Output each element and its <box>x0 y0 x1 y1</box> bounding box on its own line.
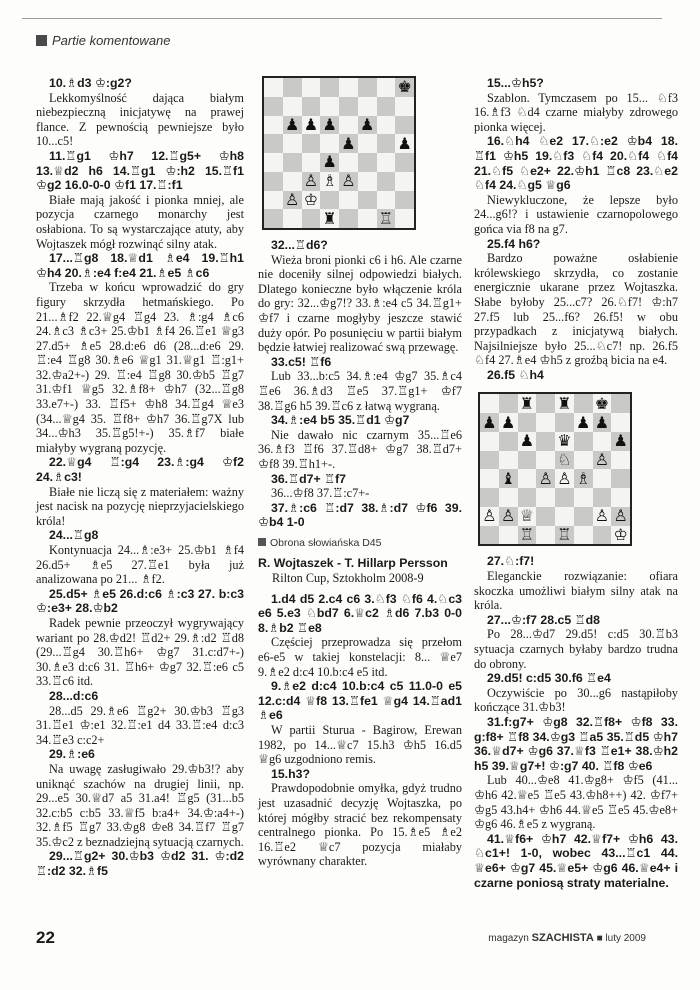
board-square: ♟ <box>339 134 358 153</box>
board-square: ♜ <box>555 394 574 413</box>
board-square: ♔ <box>302 191 321 210</box>
board-square: ♟ <box>283 116 302 135</box>
section-header <box>36 33 171 48</box>
move-line: 26.f5 ♘h4 <box>487 367 544 382</box>
board-square <box>499 451 518 470</box>
board-square <box>593 526 612 545</box>
commentary-paragraph: Niewykluczone, że lepsze było 24...g6!? i ustawienie czarnopolowego gońca via f8 na g7. <box>474 192 678 236</box>
move-line: 29.d5! c:d5 30.f6 ♖e4 <box>487 671 611 686</box>
board-square: ♕ <box>518 507 537 526</box>
board-square <box>377 191 396 210</box>
board-square: ♖ <box>518 526 537 545</box>
board-square <box>480 394 499 413</box>
commentary-paragraph: Bardzo poważne osłabienie królewskiego skrzydła, co zostanie energicznie ukarane przez Wojtaszka. Słabe byłoby 25...c7? 26.♘f7! ♔:h7 27.f5 lub 25...f6? 26.f5! w obu przypadkach z inicjatywą białych. Najsilniejsze było 25...♘c7! np. 26.f5 ♘f4 27.♗e4 ♔h5 z groźbą bicia na e4. <box>474 251 678 368</box>
board-square <box>377 97 396 116</box>
board-square <box>480 526 499 545</box>
board-square: ♚ <box>593 394 612 413</box>
move-line: 34.♗:e4 b5 35.♖d1 ♔g7 <box>271 413 410 428</box>
move-line: 29...♖g2+ 30.♔b3 ♔d2 31. ♔:d2 ♖:d2 32.♗f5 <box>36 849 244 879</box>
board-square: ♜ <box>320 209 339 228</box>
game-event: Rilton Cup, Sztokholm 2008-9 <box>272 571 424 586</box>
commentary-paragraph: Nie dawało nic czarnym 35...♖e6 36.♗f3 ♖f6 37.♖d8+ ♔g7 38.♖d7+ ♔f8 39.♖h1+-. <box>258 427 462 471</box>
commentary-paragraph: Szablon. Tymczasem po 15... ♘f3 16.♗f3 ♘d4 czarne miałyby zdrowego pionka więcej. <box>474 90 678 134</box>
board-square <box>339 97 358 116</box>
move-line: 15.h3? <box>271 766 310 781</box>
board-square <box>302 78 321 97</box>
board-square <box>339 78 358 97</box>
column-2-game1-text <box>258 238 462 530</box>
commentary-paragraph: Prawdopodobnie omyłka, gdyż trudno jest uzasadnić decyzję Wojtaszka, po której mógłby stracić bez rekompensaty centralnego pionka. Po 15.♗e5 ♗e2 16.♖e2 ♕c7 pozycja miałaby wyrównany charakter. <box>258 781 462 869</box>
board-square <box>358 97 377 116</box>
board-square <box>358 209 377 228</box>
chess-diagram-2 <box>478 392 632 546</box>
board-square <box>611 469 630 488</box>
board-square: ♗ <box>320 172 339 191</box>
column-1 <box>36 76 244 879</box>
board-square <box>264 97 283 116</box>
board-square <box>536 432 555 451</box>
board-square <box>283 134 302 153</box>
board-square: ♟ <box>320 153 339 172</box>
board-square: ♙ <box>480 507 499 526</box>
move-line: 17...♖g8 18.♕d1 ♗e4 19.♖h1 ♔h4 20.♗:e4 f:e4 21.♗e5 ♗c6 <box>36 251 244 280</box>
board-square: ♟ <box>302 116 321 135</box>
board-square: ♗ <box>574 469 593 488</box>
move-line: 10.♗d3 ♔:g2? <box>49 76 132 90</box>
commentary-paragraph: Po 28...♔d7 29.d5! c:d5 30.♖b3 sytuacja czarnych byłaby bardzo trudna do obrony. <box>474 627 678 671</box>
board-square: ♖ <box>377 209 396 228</box>
column-3 <box>474 76 678 890</box>
board-square <box>574 394 593 413</box>
column-3-text-bottom <box>474 554 678 890</box>
magazine-footer: magazyn SZACHISTA ■ luty 2009 <box>488 932 646 944</box>
board-square <box>283 78 302 97</box>
move-line: 24...♖g8 <box>49 528 99 543</box>
board-square <box>358 78 377 97</box>
board-square <box>395 116 414 135</box>
board-square <box>264 134 283 153</box>
board-square <box>358 134 377 153</box>
commentary-paragraph: Białe nie liczą się z materiałem: ważny jest nacisk na pozycję nieprzyjacielskiego króla! <box>36 484 244 528</box>
board-square <box>574 451 593 470</box>
board-square <box>480 451 499 470</box>
commentary-paragraph: Wieża broni pionki c6 i h6. Ale czarne nie doceniły silnej odpowiedzi białych. Dlatego konieczne było włączenie króla do gry: 32...♔g7!? 33.♗:e4 c5 34.♖g1+ ♔f7 i czarne mogłyby jeszcze stawić duży opór. Po posunięciu w partii białym będzie łatwiej realizować swą przewagę. <box>258 252 462 355</box>
commentary-paragraph: Eleganckie rozwiązanie: ofiara skoczka umożliwi białym silny atak na króla. <box>474 569 678 613</box>
board-square <box>377 78 396 97</box>
board-square: ♚ <box>395 78 414 97</box>
board-square: ♟ <box>480 413 499 432</box>
board-square <box>395 191 414 210</box>
game-players: R. Wojtaszek - T. Hillarp Persson <box>258 556 448 571</box>
board-square <box>499 526 518 545</box>
board-square: ♟ <box>574 413 593 432</box>
board-square <box>574 526 593 545</box>
commentary-paragraph: 36...♔f8 37.♖:c7+- <box>271 486 370 501</box>
board-square <box>593 469 612 488</box>
move-line: 27...♔:f7 28.c5 ♖d8 <box>487 612 600 627</box>
move-line: 41.♕f6+ ♔h7 42.♕f7+ ♔h6 43. ♘c1+! 1-0, wobec 43...♖c1 44. ♕e6+ ♔g7 45.♕e5+ ♔g6 46.♕e4+ i czarne poniosą straty materialne. <box>474 831 678 890</box>
board-square <box>395 172 414 191</box>
board-square <box>358 153 377 172</box>
move-line: 37.♗:c6 ♖:d7 38.♗:d7 ♔f6 39. ♔b4 1-0 <box>258 500 462 530</box>
board-square <box>611 394 630 413</box>
board-square <box>574 507 593 526</box>
board-square <box>320 191 339 210</box>
board-square <box>264 172 283 191</box>
board-square <box>611 488 630 507</box>
board-square: ♟ <box>358 116 377 135</box>
move-line: 25.d5+ ♗e5 26.d:c6 ♗:c3 27. b:c3 ♔:e3+ 28.♔b2 <box>36 586 244 616</box>
board-square <box>395 209 414 228</box>
board-square <box>283 209 302 228</box>
commentary-paragraph: Lub 33...b:c5 34.♗:e4 ♔g7 35.♗c4 ♖e6 36.♗d3 ♖e5 37.♖g1+ ♔f7 38.♖g6 h5 39.♖c6 z łatwą wygraną. <box>258 369 462 413</box>
board-square <box>518 469 537 488</box>
board-square: ♝ <box>499 469 518 488</box>
board-square <box>264 191 283 210</box>
board-square <box>264 78 283 97</box>
commentary-paragraph: Częściej przeprowadza się przełom e6-e5 w takiej konstelacji: 8... ♕e7 9.♗e2 d:c4 10.b:c4 e5 itd. <box>258 635 462 679</box>
move-line: 16.♘h4 ♘e2 17.♘:e2 ♔b4 18. ♖f1 ♔h5 19.♘f3 ♘f4 20.♘f4 ♘f4 21.♘f5 ♘e2+ 22.♔h1 ♖c8 23.♘e2 ♘f4 24.♘g5 ♕g6 <box>474 134 678 193</box>
board-square <box>574 488 593 507</box>
board-square <box>555 413 574 432</box>
page-number: 22 <box>36 928 55 947</box>
column-3-text-top <box>474 76 678 382</box>
board-square <box>339 209 358 228</box>
move-line: 29.♗:e6 <box>49 747 95 762</box>
commentary-paragraph: W partii Sturua - Bagirow, Erewan 1982, po 14...♕c7 15.h3 ♔h5 16.d5 ♕g6 uzgodniono remis. <box>258 723 462 767</box>
board-square <box>574 432 593 451</box>
board-square <box>377 172 396 191</box>
opening-square-icon <box>258 538 266 546</box>
board-square <box>536 394 555 413</box>
move-line: 27.♘:f7! <box>487 554 535 569</box>
board-square <box>283 153 302 172</box>
commentary-paragraph: Kontynuacja 24...♗:e3+ 25.♔b1 ♗f4 26.d5+ ♗e5 27.♖e1 była już analizowana po 21... ♗f2. <box>36 543 244 587</box>
board-square: ♟ <box>320 116 339 135</box>
board-square <box>264 153 283 172</box>
header-rule <box>22 18 662 19</box>
board-square <box>536 488 555 507</box>
board-square <box>536 451 555 470</box>
move-line: 9.♗e2 d:c4 10.b:c4 c5 11.0-0 e5 12.c:d4 ♕f8 13.♖fe1 ♕g4 14.♖ad1 ♗e6 <box>258 679 462 723</box>
board-square <box>320 97 339 116</box>
board-square <box>358 191 377 210</box>
commentary-paragraph: Radek pewnie przeoczył wygrywający wariant po 28.♔d2! ♖d2+ 29.♗:d2 ♖d8 (29...♖g4 30.♖h6+ ♔g7 31.c:d7+-) 30.♗e3 d:c6 31. ♖h6+ ♔g7 32.♖:e6 c5 33.♖c6 itd. <box>36 615 244 689</box>
board-square: ♙ <box>339 172 358 191</box>
board-square: ♟ <box>611 432 630 451</box>
board-square <box>377 116 396 135</box>
board-square <box>264 209 283 228</box>
board-square <box>320 134 339 153</box>
column-2-game2-text <box>258 592 462 869</box>
chess-diagram-1 <box>262 76 416 230</box>
board-square <box>339 116 358 135</box>
board-square <box>593 432 612 451</box>
board-square <box>518 413 537 432</box>
board-square <box>302 209 321 228</box>
board-square: ♙ <box>302 172 321 191</box>
section-square-icon <box>36 35 47 46</box>
board-square <box>536 507 555 526</box>
move-line: 36.♖d7+ ♖f7 <box>271 471 347 486</box>
board-square <box>283 97 302 116</box>
board-square <box>395 97 414 116</box>
commentary-paragraph: Na uwagę zasługiwało 29.♔b3!? aby uniknąć szachów na drugiej linii, np. 29...e5 30.♕d7 a5 31.a4! ♖g5 (31...b5 32.c:b5 c:b5 33.♕f5 b:a4+ 34.♔:a4+-) 32.♗f5 ♖g7 33.♔g8 ♔e8 34.♖f7 ♖g7 35.♔c2 z beznadziejną sytuacją czarnych. <box>36 761 244 849</box>
board-square <box>480 469 499 488</box>
commentary-paragraph: Trzeba w końcu wprowadzić do gry figury skrzydła hetmańskiego. Po 21...♗f2 22.♕g4 ♖g4 23. ♗:g4 ♗c6 24.♗c3 ♗c3+ 25.♔b1 ♗f4 26.♖e1 ♕g3 27.d5+ ♗e5 28.d:e6 d6 (28...d:e6 29. ♖:e4 ♖g8 30.♗e6 ♕g1 31.♕g1 ♖:g1+ 32.♔a2+-) 29. ♖:e4 ♖g8 30.♔b5 ♖g7 31.♔f1 ♕g5 32.♗f8+ ♔h7 (32...♖g8 33.e7+-) 33. ♖f5+ ♔h8 34.♖g4 ♕e3 (34...♕g4 35. ♖f8+ ♔h7 36.♖g7X lub 34...♔h3 35.♖g5!+-) 35.♗f7 białe miałyby wygraną pozycję. <box>36 280 244 455</box>
board-square: ♟ <box>499 413 518 432</box>
board-square <box>302 153 321 172</box>
board-square: ♙ <box>536 469 555 488</box>
board-square <box>518 451 537 470</box>
board-square <box>302 97 321 116</box>
board-square: ♙ <box>593 507 612 526</box>
board-square <box>536 413 555 432</box>
move-line: 33.c5! ♖f6 <box>271 354 332 369</box>
commentary-paragraph: 28...d5 29.♗e6 ♖g2+ 30.♔b3 ♖g3 31.♖e1 ♔:e1 32.♖:e1 d4 33.♖:e4 d:c3 34.♖e3 c:c2+ <box>36 703 244 747</box>
board-square: ♖ <box>555 526 574 545</box>
board-square <box>499 432 518 451</box>
board-square <box>377 153 396 172</box>
move-line: 1.d4 d5 2.c4 c6 3.♘f3 ♘f6 4.♘c3 e6 5.e3 ♘bd7 6.♕c2 ♗d6 7.b3 0-0 8.♗b2 ♖e8 <box>258 591 462 635</box>
board-square: ♙ <box>593 451 612 470</box>
board-square: ♔ <box>611 526 630 545</box>
board-square: ♟ <box>518 432 537 451</box>
board-square <box>611 451 630 470</box>
commentary-paragraph: Lub 40...♔e8 41.♔g8+ ♔f5 (41... ♔h6 42.♕e5 ♖e5 43.♔h8++) 42. ♔f7+ ♔g5 43.h4+ ♔h6 44.♕e5 ♖e5 45.♔e8+ ♔g6 46.♗e5 z wygraną. <box>474 773 678 832</box>
board-square: ♜ <box>518 394 537 413</box>
board-square <box>555 507 574 526</box>
board-square <box>536 526 555 545</box>
move-line: 11.♖g1 ♔h7 12.♖g5+ ♔h8 13.♕d2 h6 14.♖g1 ♔:h2 15.♖f1 ♔g2 16.0-0-0 ♔f1 17.♖:f1 <box>36 148 244 193</box>
move-line: 32...♖d6? <box>271 238 328 252</box>
board-square: ♙ <box>499 507 518 526</box>
commentary-paragraph: Białe mają jakość i pionka mniej, ale pozycja czarnego monarchy jest osłabiona. To są wystarczające atuty, aby Wojtaszek mógł rozwinąć silny atak. <box>36 192 244 251</box>
move-line: 15...♔h5? <box>487 76 544 90</box>
commentary-paragraph: Oczywiście po 30...g6 nastąpiłoby kończące 31.♔b3! <box>474 685 678 715</box>
board-square <box>555 488 574 507</box>
board-square <box>339 153 358 172</box>
section-title: Partie komentowane <box>52 33 171 48</box>
board-square: ♘ <box>555 451 574 470</box>
board-square <box>358 172 377 191</box>
board-square <box>377 134 396 153</box>
move-line: 22.♕g4 ♖:g4 23.♗:g4 ♔f2 24.♗c3! <box>36 455 244 485</box>
board-square <box>283 172 302 191</box>
board-square <box>395 153 414 172</box>
board-square <box>320 78 339 97</box>
board-square <box>499 488 518 507</box>
board-square: ♟ <box>593 413 612 432</box>
board-square: ♙ <box>283 191 302 210</box>
commentary-paragraph: Lekkomyślność dająca białym niebezpieczną inicjatywę na prawej flance. Z pewnością pewniejsze było 10...c5! <box>36 90 244 149</box>
move-line: 28...d:c6 <box>49 688 99 703</box>
column-2 <box>258 76 462 869</box>
move-line: 31.f:g7+ ♔g8 32.♖f8+ ♔f8 33. g:f8+ ♖f8 34.♔g3 ♖a5 35.♖d5 ♔h7 36.♕d7+ ♔g6 37.♕f3 ♖e1+ 38.♔h2 h5 39.♕g7+! ♔:g7 40. ♖f8 ♔e6 <box>474 715 678 773</box>
board-square <box>499 394 518 413</box>
board-square <box>480 432 499 451</box>
board-square: ♛ <box>555 432 574 451</box>
board-square <box>518 488 537 507</box>
board-square <box>593 488 612 507</box>
board-square <box>302 134 321 153</box>
board-square: ♟ <box>395 134 414 153</box>
board-square: ♙ <box>611 507 630 526</box>
board-square <box>480 488 499 507</box>
board-square <box>611 413 630 432</box>
move-line: 25.f4 h6? <box>487 236 541 251</box>
board-square <box>339 191 358 210</box>
board-square <box>264 116 283 135</box>
opening-label: Obrona słowiańska D45 <box>258 536 462 551</box>
board-square: ♙ <box>555 469 574 488</box>
